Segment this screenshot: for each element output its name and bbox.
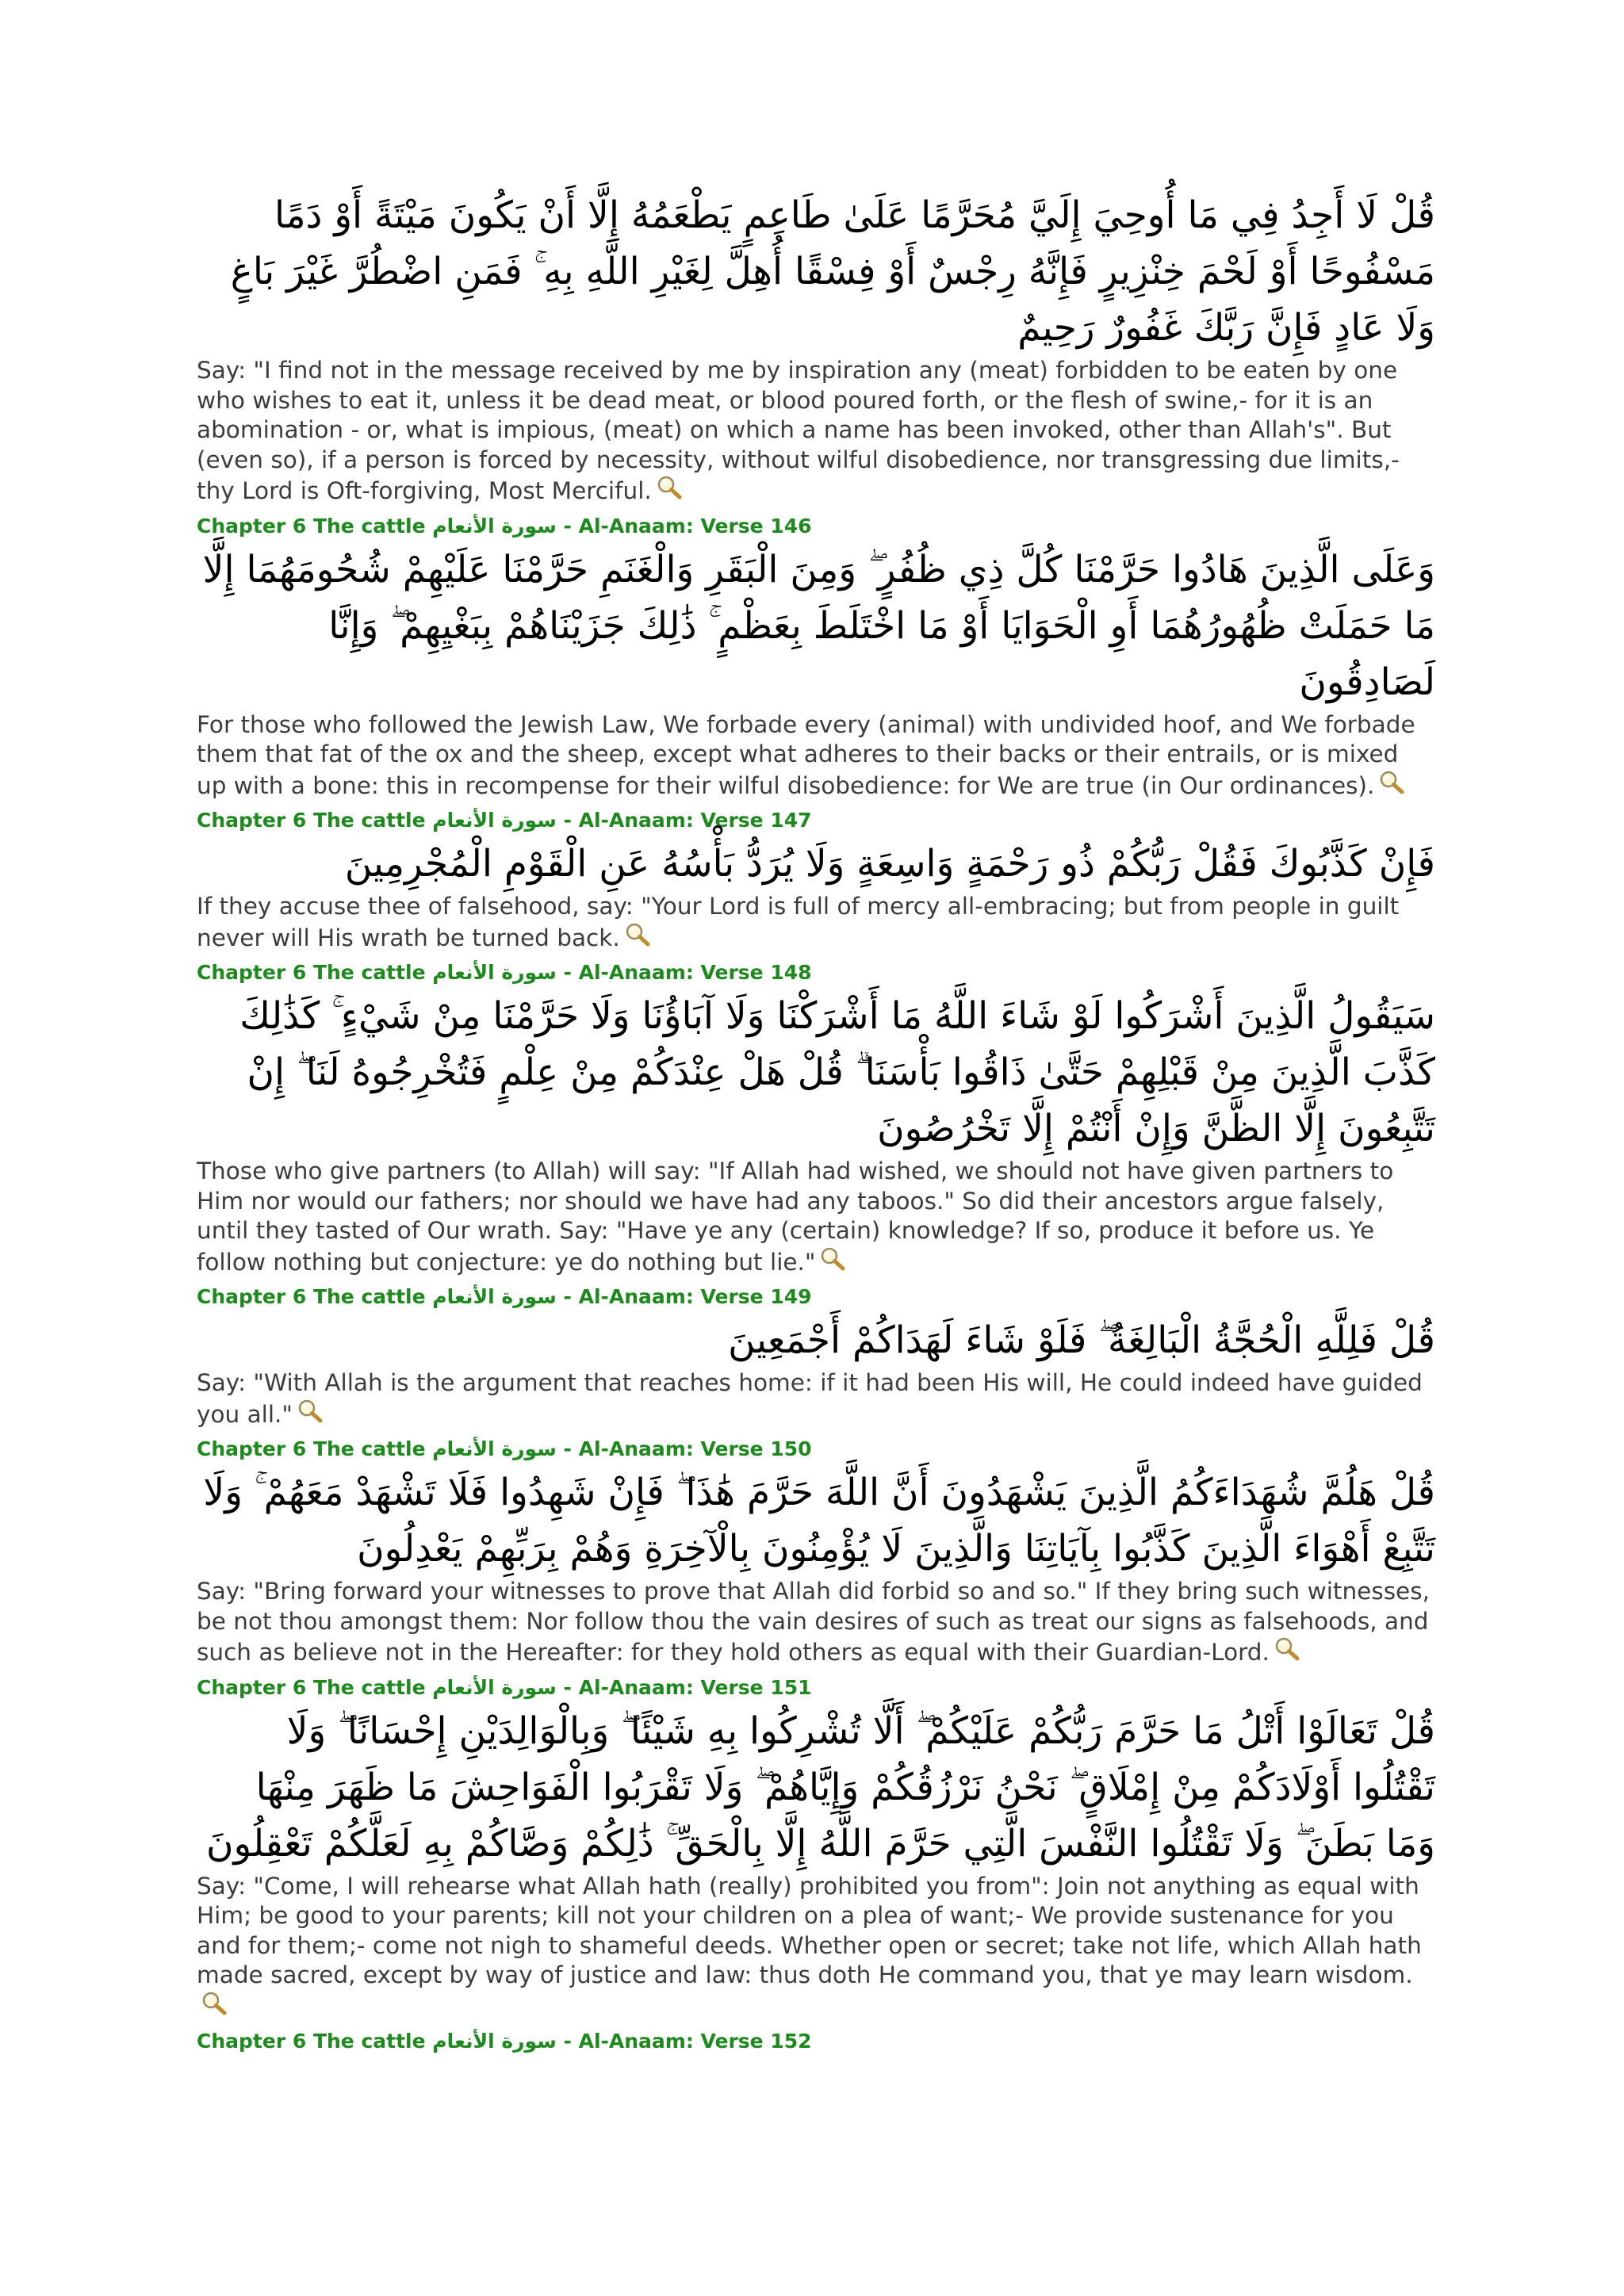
surah-name: سورة الأنعام bbox=[432, 2030, 557, 2053]
translation-text: Say: "Bring forward your witnesses to prove that Allah did forbid so and so." If they bring such witnesses, be not thou amongst them: Nor follow thou the vain desires of such as treat our signs as falsehoods, and such as believe not in the Hereafter: for they hold others as equal with their Guardian-Lord. bbox=[197, 1578, 1430, 1666]
arabic-verse: قُلْ لَا أَجِدُ فِي مَا أُوحِيَ إِلَيَّ مُحَرَّمًا عَلَىٰ طَاعِمٍ يَطْعَمُهُ إِلَّا أَنْ يَكُونَ مَيْتَةً أَوْ دَمًا مَسْفُوحًا أَوْ لَحْمَ خِنْزِيرٍ فَإِنَّهُ رِجْسٌ أَوْ فِسْقًا أُهِلَّ لِغَيْرِ اللَّهِ بِهِ ۚ فَمَنِ اضْطُرَّ غَيْرَ بَاغٍ وَلَا عَادٍ فَإِنَّ رَبَّكَ غَفُورٌ رَحِيمٌ bbox=[230, 193, 1435, 350]
arabic-verse: سَيَقُولُ الَّذِينَ أَشْرَكُوا لَوْ شَاءَ اللَّهُ مَا أَشْرَكْنَا وَلَا آبَاؤُنَا وَلَا حَرَّمْنَا مِنْ شَيْءٍ ۚ كَذَٰلِكَ كَذَّبَ الَّذِينَ مِنْ قَبْلِهِمْ حَتَّىٰ ذَاقُوا بَأْسَنَا ۗ قُلْ هَلْ عِنْدَكُمْ مِنْ عِلْمٍ فَتُخْرِجُوهُ لَنَا ۖ إِنْ تَتَّبِعُونَ إِلَّا الظَّنَّ وَإِنْ أَنْتُمْ إِلَّا تَخْرُصُونَ bbox=[239, 994, 1435, 1150]
chapter-title: Chapter 6 The cattle bbox=[197, 1675, 426, 1699]
verse-block bbox=[197, 1464, 1435, 1701]
verse-block bbox=[197, 541, 1435, 835]
verse-reference: - Al-Anaam: Verse 149 bbox=[556, 1285, 812, 1308]
verse-block bbox=[197, 836, 1435, 986]
verse-heading bbox=[197, 1674, 1435, 1701]
arabic-verse: قُلْ تَعَالَوْا أَتْلُ مَا حَرَّمَ رَبُّكُمْ عَلَيْكُمْ ۖ أَلَّا تُشْرِكُوا بِهِ شَيْئًا ۖ وَبِالْوَالِدَيْنِ إِحْسَانًا ۖ وَلَا تَقْتُلُوا أَوْلَادَكُمْ مِنْ إِمْلَاقٍ ۖ نَحْنُ نَرْزُقُكُمْ وَإِيَّاهُمْ ۖ وَلَا تَقْرَبُوا الْفَوَاحِشَ مَا ظَهَرَ مِنْهَا وَمَا بَطَنَ ۖ وَلَا تَقْتُلُوا النَّفْسَ الَّتِي حَرَّمَ اللَّهُ إِلَّا بِالْحَقِّ ۚ ذَٰلِكُمْ وَصَّاكُمْ بِهِ لَعَلَّكُمْ تَعْقِلُونَ bbox=[205, 1709, 1435, 1866]
chapter-title: Chapter 6 The cattle bbox=[197, 1437, 426, 1460]
verse-reference: - Al-Anaam: Verse 147 bbox=[556, 809, 812, 832]
verse-reference: - Al-Anaam: Verse 150 bbox=[556, 1437, 812, 1460]
verse-translation bbox=[197, 710, 1435, 803]
magnifier-icon[interactable] bbox=[1273, 1636, 1301, 1670]
verse-reference: - Al-Anaam: Verse 146 bbox=[556, 514, 812, 538]
verse-heading bbox=[197, 959, 1435, 986]
magnifier-icon[interactable] bbox=[1377, 770, 1406, 803]
verse-reference: - Al-Anaam: Verse 152 bbox=[556, 2030, 812, 2053]
verse-translation bbox=[197, 892, 1435, 955]
translation-text: Those who give partners (to Allah) will say: "If Allah had wished, we should not have given partners to Him nor would our fathers; nor should we have had any taboos." So did their ancestors argue falsely, until they tasted of Our wrath. Say: "Have ye any (certain) knowledge? If so, produce it before us. Ye follow nothing but conjecture: ye do nothing but lie." bbox=[197, 1158, 1394, 1276]
chapter-title: Chapter 6 The cattle bbox=[197, 514, 426, 538]
document-page bbox=[197, 187, 1435, 2057]
translation-text: Say: "With Allah is the argument that reaches home: if it had been His will, He could indeed have guided you all." bbox=[197, 1369, 1423, 1428]
surah-name: سورة الأنعام bbox=[432, 1437, 557, 1460]
verse-heading bbox=[197, 2028, 1435, 2055]
translation-text: If they accuse thee of falsehood, say: "Your Lord is full of mercy all-embracing; but from people in guilt never will His wrath be turned back. bbox=[197, 893, 1400, 951]
verse-block bbox=[197, 187, 1435, 540]
surah-name: سورة الأنعام bbox=[432, 1675, 557, 1699]
verse-translation bbox=[197, 1157, 1435, 1279]
verse-block bbox=[197, 988, 1435, 1311]
arabic-verse: فَإِنْ كَذَّبُوكَ فَقُلْ رَبُّكُمْ ذُو رَحْمَةٍ وَاسِعَةٍ وَلَا يُرَدُّ بَأْسُهُ عَنِ الْقَوْمِ الْمُجْرِمِينَ bbox=[344, 842, 1435, 886]
translation-text: Say: "I find not in the message received by me by inspiration any (meat) forbidden to be eaten by one who wishes to eat it, unless it be dead meat, or blood poured forth, or the flesh of swine,- for it is an abomination - or, what is impious, (meat) on which a name has been invoked, other than Allah's". But (even so), if a person is forced by necessity, without wilful disobedience, nor transgressing due limits,- thy Lord is Oft-forgiving, Most Merciful. bbox=[197, 357, 1400, 504]
verse-heading bbox=[197, 807, 1435, 834]
translation-text: Say: "Come, I will rehearse what Allah hath (really) prohibited you from": Join not anything as equal with Him; be good to your parents; kill not your children on a plea of want;- We provide sustenance for you and for them;- come not nigh to shameful deeds. Whether open or secret; take not life, which Allah hath made sacred, except by way of justice and law: thus doth He command you, that ye may learn wisdom. bbox=[197, 1872, 1422, 1988]
magnifier-icon[interactable] bbox=[200, 1991, 228, 2024]
verse-heading bbox=[197, 1436, 1435, 1463]
verse-heading bbox=[197, 1284, 1435, 1311]
chapter-title: Chapter 6 The cattle bbox=[197, 961, 426, 984]
magnifier-icon[interactable] bbox=[818, 1246, 847, 1280]
verse-translation bbox=[197, 1577, 1435, 1670]
verse-translation bbox=[197, 1368, 1435, 1431]
arabic-verse: قُلْ فَلِلَّهِ الْحُجَّةُ الْبَالِغَةُ ۖ فَلَوْ شَاءَ لَهَدَاكُمْ أَجْمَعِينَ bbox=[728, 1318, 1435, 1362]
verse-block bbox=[197, 1703, 1435, 2056]
chapter-title: Chapter 6 The cattle bbox=[197, 2030, 426, 2053]
translation-text: For those who followed the Jewish Law, We forbade every (animal) with undivided hoof, and We forbade them that fat of the ox and the sheep, except what adheres to their backs or their entrails, or is mixed up with a bone: this in recompense for their wilful disobedience: for We are true (in Our ordinances). bbox=[197, 710, 1415, 799]
surah-name: سورة الأنعام bbox=[432, 514, 557, 538]
arabic-verse: قُلْ هَلُمَّ شُهَدَاءَكُمُ الَّذِينَ يَشْهَدُونَ أَنَّ اللَّهَ حَرَّمَ هَٰذَا ۖ فَإِنْ شَهِدُوا فَلَا تَشْهَدْ مَعَهُمْ ۚ وَلَا تَتَّبِعْ أَهْوَاءَ الَّذِينَ كَذَّبُوا بِآيَاتِنَا وَالَّذِينَ لَا يُؤْمِنُونَ بِالْآخِرَةِ وَهُمْ بِرَبِّهِمْ يَعْدِلُونَ bbox=[203, 1471, 1435, 1571]
chapter-title: Chapter 6 The cattle bbox=[197, 1285, 426, 1308]
surah-name: سورة الأنعام bbox=[432, 1285, 557, 1308]
surah-name: سورة الأنعام bbox=[432, 809, 557, 832]
verse-translation bbox=[197, 1872, 1435, 2024]
magnifier-icon[interactable] bbox=[623, 922, 652, 955]
magnifier-icon[interactable] bbox=[655, 475, 684, 508]
verse-block bbox=[197, 1312, 1435, 1463]
magnifier-icon[interactable] bbox=[296, 1399, 324, 1432]
arabic-verse: وَعَلَى الَّذِينَ هَادُوا حَرَّمْنَا كُلَّ ذِي ظُفُرٍ ۖ وَمِنَ الْبَقَرِ وَالْغَنَمِ حَرَّمْنَا عَلَيْهِمْ شُحُومَهُمَا إِلَّا مَا حَمَلَتْ ظُهُورُهُمَا أَوِ الْحَوَايَا أَوْ مَا اخْتَلَطَ بِعَظْمٍ ۚ ذَٰلِكَ جَزَيْنَاهُمْ بِبَغْيِهِمْ ۖ وَإِنَّا لَصَادِقُونَ bbox=[202, 547, 1435, 704]
chapter-title: Chapter 6 The cattle bbox=[197, 809, 426, 832]
verse-reference: - Al-Anaam: Verse 151 bbox=[556, 1675, 812, 1699]
verse-translation bbox=[197, 356, 1435, 508]
verse-heading bbox=[197, 513, 1435, 540]
surah-name: سورة الأنعام bbox=[432, 961, 557, 984]
verse-reference: - Al-Anaam: Verse 148 bbox=[556, 961, 812, 984]
